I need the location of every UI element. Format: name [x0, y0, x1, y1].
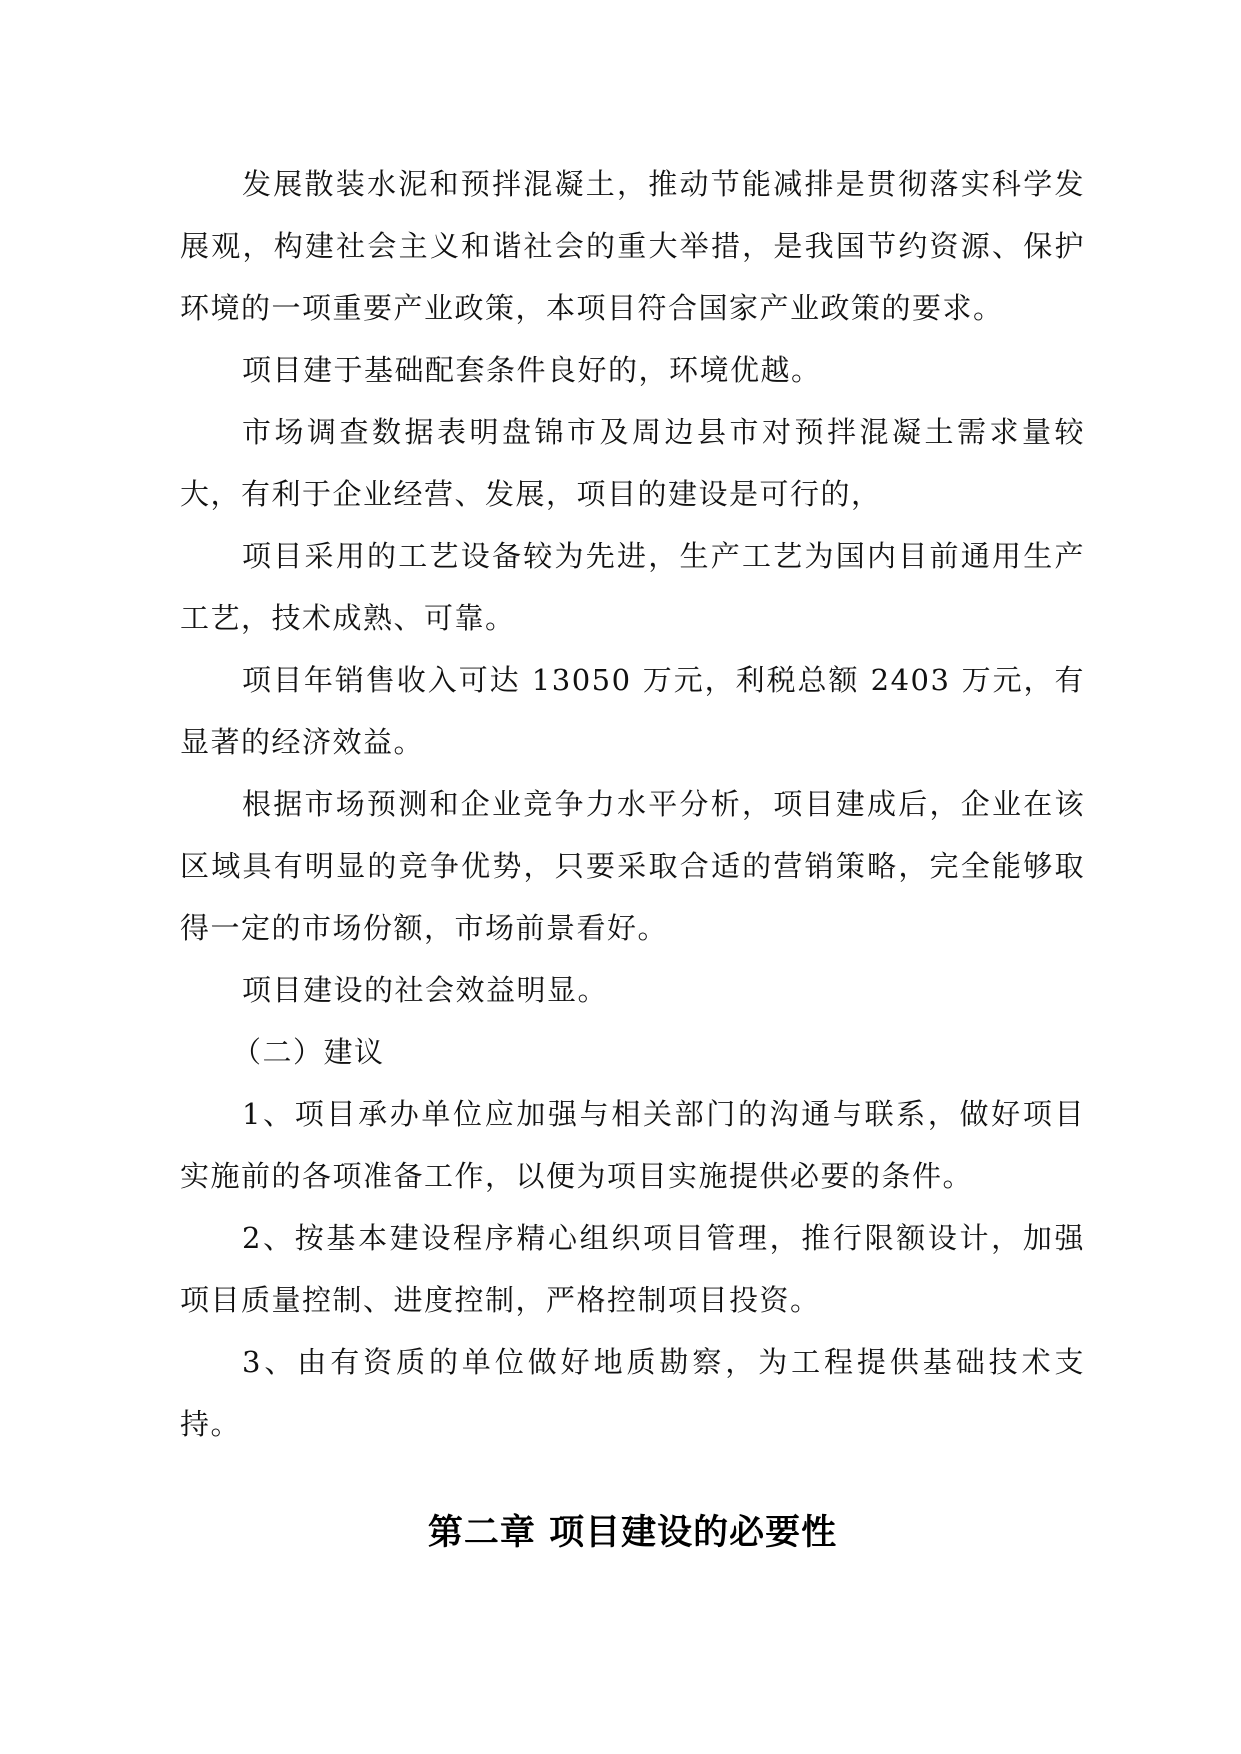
body-text: [180, 153, 1085, 1455]
suggestion-item-3: 3、由有资质的单位做好地质勘察，为工程提供基础技术支持。: [180, 1345, 1085, 1441]
paragraph-cement-policy: 发展散装水泥和预拌混凝土，推动节能减排是贯彻落实科学发展观，构建社会主义和谐社会的重大举措，是我国节约资源、保护环境的一项重要产业政策，本项目符合国家产业政策的要求。: [180, 167, 1085, 325]
paragraph-process-equipment: 项目采用的工艺设备较为先进，生产工艺为国内目前通用生产工艺，技术成熟、可靠。: [180, 539, 1085, 635]
suggestion-item-1: 1、项目承办单位应加强与相关部门的沟通与联系，做好项目实施前的各项准备工作，以便为项目实施提供必要的条件。: [180, 1097, 1085, 1193]
paragraph-social-benefit: 项目建设的社会效益明显。: [242, 973, 609, 1007]
chapter-title: 第二章 项目建设的必要性: [427, 1513, 838, 1553]
paragraph-sales-revenue: 项目年销售收入可达 13050 万元，利税总额 2403 万元，有显著的经济效益。: [180, 663, 1085, 759]
paragraph-market-demand: 市场调查数据表明盘锦市及周边县市对预拌混凝土需求量较大，有利于企业经营、发展，项目的建设是可行的，: [180, 415, 1085, 511]
paragraph-site-conditions: 项目建于基础配套条件良好的，环境优越。: [242, 353, 822, 387]
suggestion-item-2: 2、按基本建设程序精心组织项目管理，推行限额设计，加强项目质量控制、进度控制，严格控制项目投资。: [180, 1221, 1085, 1317]
paragraph-competitiveness: 根据市场预测和企业竞争力水平分析，项目建成后，企业在该区域具有明显的竞争优势，只要采取合适的营销策略，完全能够取得一定的市场份额，市场前景看好。: [180, 787, 1085, 945]
section-heading-suggestions: （二）建议: [232, 1035, 385, 1069]
